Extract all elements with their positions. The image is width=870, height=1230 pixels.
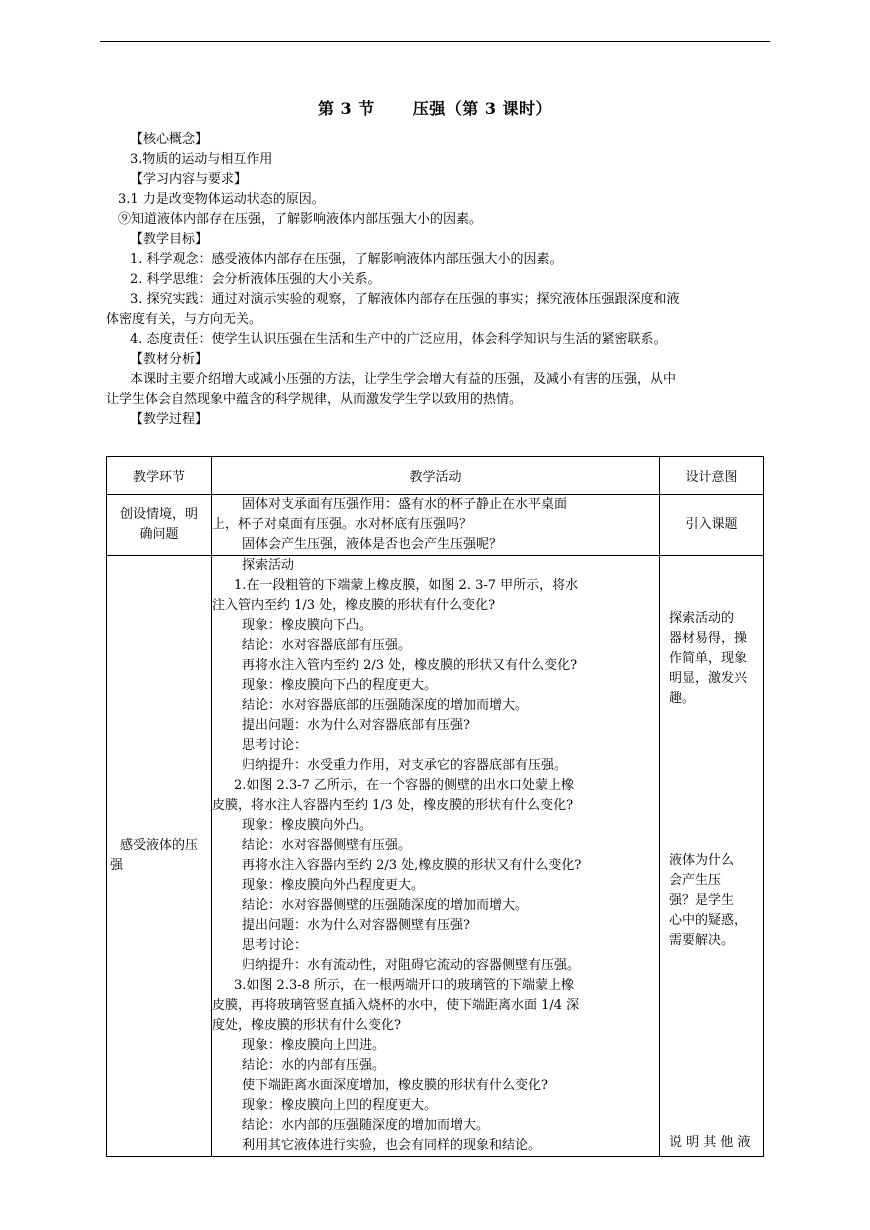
intent-block-3: 说 明 其 他 液: [669, 1135, 751, 1150]
learning-heading: 【学习内容与要求】: [130, 172, 248, 187]
stage-text: 确问题: [139, 527, 179, 542]
stage-text: 强: [110, 858, 124, 873]
activity-line: 结论：水对容器侧壁的压强随深度的增加而增大。: [242, 898, 529, 913]
title-topic: 压强（第 3 课时）: [412, 99, 553, 118]
intent-line: 作简单，现象: [669, 651, 748, 666]
goal-3-cont: 体密度有关，与方向无关。: [106, 312, 263, 327]
table-header-row: [107, 457, 764, 495]
activity-line: 提出问题：水为什么对容器底部有压强?: [242, 718, 470, 733]
activity-line: 现象：橡皮膜向下凸。: [242, 618, 373, 633]
activity-line: 现象：橡皮膜向外凸。: [242, 818, 373, 833]
table-row: [107, 556, 764, 1157]
activity-line: 结论：水内部的压强随深度的增加而增大。: [242, 1118, 490, 1133]
activity-line: 上，杯子对桌面有压强。水对杯底有压强吗？: [212, 517, 473, 532]
activity-line: 再将水注入管内至约 2/3 处，橡皮膜的形状又有什么变化?: [242, 658, 578, 673]
activity-line: 固体会产生压强，液体是否也会产生压强呢？: [242, 537, 503, 552]
activity-line: 结论：水的内部有压强。: [242, 1058, 386, 1073]
activity-line: 现象：橡皮膜向外凸程度更大。: [242, 878, 425, 893]
activity-line: 现象：橡皮膜向上凹的程度更大。: [242, 1098, 438, 1113]
goal-4: 4. 态度责任：使学生认识压强在生活和生产中的广泛应用，体会科学知识与生活的紧密联系。: [130, 332, 667, 347]
goal-3: 3. 探究实践：通过对演示实验的观察，了解液体内部存在压强的事实；探究液体压强跟深度和液: [130, 292, 680, 307]
activity-line: 皮膜，再将玻璃管竖直插入烧杯的水中，使下端距离水面 1/4 深: [212, 998, 580, 1013]
stage-text: 创设情境，明: [119, 507, 198, 522]
analysis-text-cont: 让学生体会自然现象中蕴含的科学规律，从而激发学生学以致用的热情。: [106, 392, 523, 407]
activity-line: 2.如图 2.3-7 乙所示，在一个容器的侧壁的出水口处蒙上橡: [234, 778, 575, 793]
goal-2: 2. 科学思维：会分析液体压强的大小关系。: [130, 272, 381, 287]
intent-line: 强？是学生: [669, 893, 735, 908]
activity-line: 现象：橡皮膜向上凹进。: [242, 1038, 386, 1053]
goal-1: 1. 科学观念：感受液体内部存在压强，了解影响液体内部压强大小的因素。: [130, 252, 563, 267]
activity-line: 皮膜，将水注人容器内至约 1/3 处，橡皮膜的形状有什么变化?: [212, 798, 574, 813]
activity-line: 思考讨论：: [242, 938, 308, 953]
core-item: 3.物质的运动与相互作用: [130, 152, 273, 167]
intent-line: 需要解决。: [669, 933, 735, 948]
activity-line: 思考讨论：: [242, 738, 308, 753]
activity-line: 固体对支承面有压强作用：盛有水的杯子静止在水平桌面: [242, 497, 568, 512]
activity-line: 3.如图 2.3-8 所示，在一根两端开口的玻璃管的下端蒙上橡: [234, 978, 575, 993]
header-intent: 设计意图: [660, 457, 764, 495]
activity-line: 结论：水对容器底部有压强。: [242, 638, 412, 653]
core-heading: 【核心概念】: [130, 132, 209, 147]
goals-heading: 【教学目标】: [130, 232, 209, 247]
activity-line: 提出问题：水为什么对容器侧壁有压强?: [242, 918, 470, 933]
intent-line: 心中的疑惑，: [669, 913, 748, 928]
table-row: [107, 495, 764, 556]
intent-line: 会产生压: [669, 873, 722, 888]
activity-line: 结论：水对容器底部的压强随深度的增加而增大。: [242, 698, 529, 713]
activity-line: 归纳提升：水受重力作用，对支承它的容器底部有压强。: [242, 758, 568, 773]
intent-line: 液体为什么: [669, 853, 735, 868]
header-rule: [100, 41, 770, 42]
intent-block-1: [669, 609, 747, 709]
activity-line: 利用其它液体进行实验，也会有同样的现象和结论。: [242, 1138, 542, 1153]
activity-cell: [212, 495, 660, 556]
activity-line: 使下端距离水面深度增加，橡皮膜的形状有什么变化?: [242, 1078, 548, 1093]
intent-cell: 引入课题: [660, 495, 764, 556]
intent-line: 明显，激发兴: [669, 671, 748, 686]
analysis-text: 本课时主要介绍增大或减小压强的方法，让学生学会增大有益的压强，及减小有害的压强，从中: [130, 372, 677, 387]
intent-block-2: [669, 851, 747, 951]
stage-cell: [107, 495, 212, 556]
title-section: 第 3 节: [317, 99, 375, 118]
activity-line: 探索活动: [242, 558, 295, 573]
stage-cell: [107, 556, 212, 1157]
intent-line: 器材易得，操: [669, 631, 748, 646]
stage-text: 感受液体的压: [119, 838, 198, 853]
learning-item-2: ⑨知道液体内部存在压强，了解影响液体内部压强大小的因素。: [118, 212, 483, 227]
learning-item-1: 3.1 力是改变物体运动状态的原因。: [118, 192, 325, 207]
activity-line: 结论：水对容器侧壁有压强。: [242, 838, 412, 853]
header-stage: 教学环节: [107, 457, 212, 495]
teaching-process-table: [106, 456, 764, 1157]
page-title: [0, 96, 870, 119]
intent-line: 趣。: [669, 691, 696, 706]
header-activity: 教学活动: [212, 457, 660, 495]
activity-line: 再将水注入容器内至约 2/3 处,橡皮膜的形状又有什么变化?: [242, 858, 582, 873]
intent-line: 探索活动的: [669, 611, 735, 626]
activity-cell: [212, 556, 660, 1157]
analysis-heading: 【教材分析】: [130, 352, 209, 367]
activity-line: 归纳提升：水有流动性，对阻碍它流动的容器侧壁有压强。: [242, 958, 581, 973]
activity-line: 注入管内至约 1/3 处，橡皮膜的形状有什么变化?: [212, 598, 496, 613]
activity-line: 1.在一段粗管的下端蒙上橡皮膜，如图 2. 3-7 甲所示，将水: [234, 578, 579, 593]
activity-line: 度处，橡皮膜的形状有什么变化?: [212, 1018, 401, 1033]
activity-line: 现象：橡皮膜向下凸的程度更大。: [242, 678, 438, 693]
intent-cell: [660, 556, 764, 1157]
intro-section: [106, 130, 770, 430]
process-heading: 【教学过程】: [130, 412, 209, 427]
